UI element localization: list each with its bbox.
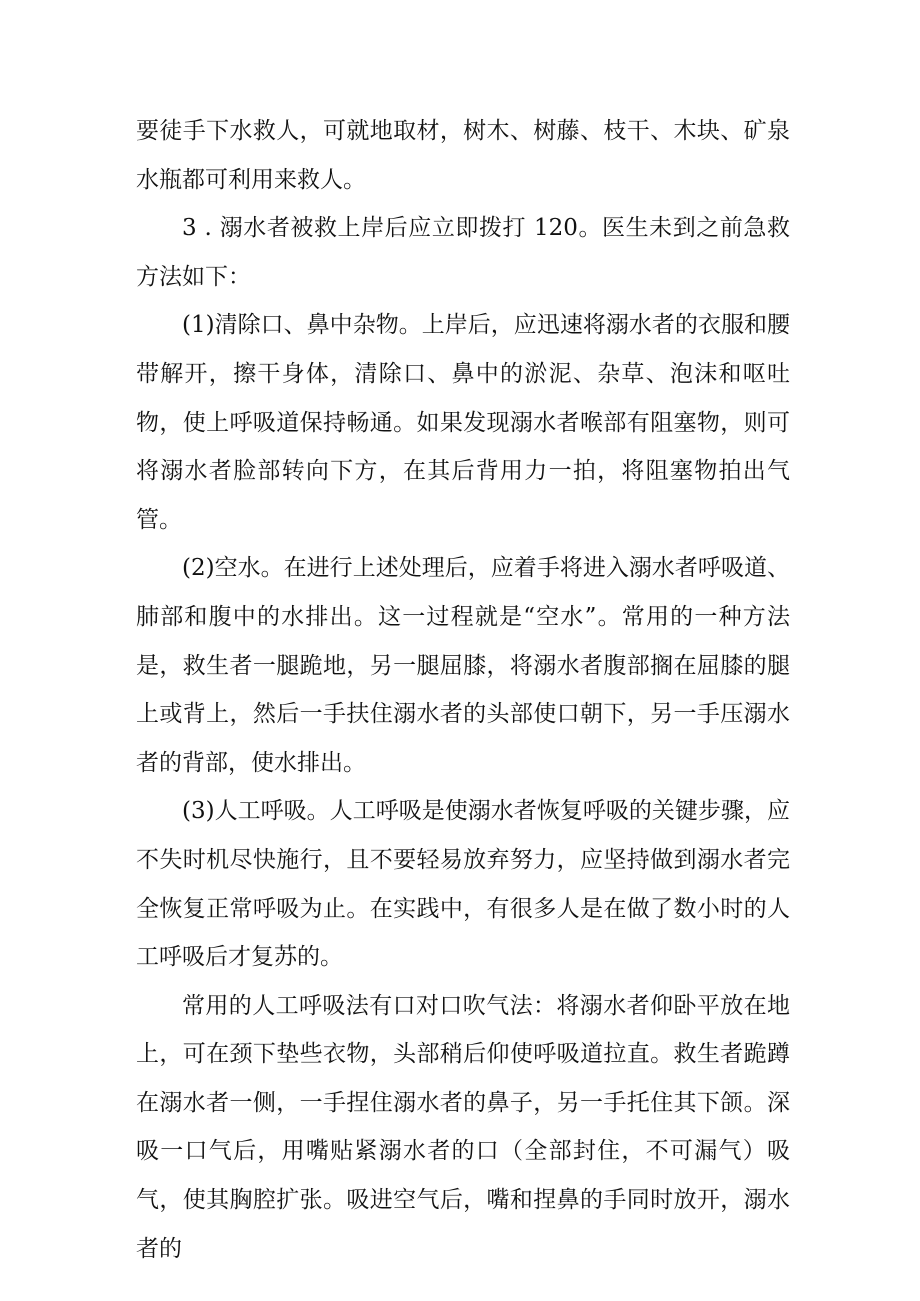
paragraph-artificial-respiration: (3)人工呼吸。人工呼吸是使溺水者恢复呼吸的关键步骤，应不失时机尽快施行，且不要轻易放弃努力，应坚持做到溺水者完全恢复正常呼吸为止。在实践中，有很多人是在做了数小时的人工呼吸后才复苏的。: [136, 798, 790, 971]
paragraph-step-3: 3 . 溺水者被救上岸后应立即拨打 120。医生未到之前急救方法如下：: [136, 215, 790, 290]
document-body: [136, 107, 790, 1273]
paragraph-clear-airway: (1)清除口、鼻中杂物。上岸后，应迅速将溺水者的衣服和腰带解开，擦干身体，清除口、鼻中的淤泥、杂草、泡沫和呕吐物，使上呼吸道保持畅通。如果发现溺水者喉部有阻塞物，则可将溺水者脸部转向下方，在其后背用力一拍，将阻塞物拍出气管。: [136, 312, 790, 533]
paragraph-mouth-to-mouth: 常用的人工呼吸法有口对口吹气法：将溺水者仰卧平放在地上，可在颈下垫些衣物，头部稍后仰使呼吸道拉直。救生者跪蹲在溺水者一侧，一手捏住溺水者的鼻子，另一手托住其下颌。深吸一口气后，用嘴贴紧溺水者的口（全部封住，不可漏气）吸气，使其胸腔扩张。吸进空气后，嘴和捏鼻的手同时放开，溺水者的: [136, 992, 790, 1262]
paragraph-continuation: 要徒手下水救人，可就地取材，树木、树藤、枝干、木块、矿泉水瓶都可利用来救人。: [136, 118, 790, 193]
paragraph-drain-water: (2)空水。在进行上述处理后，应着手将进入溺水者呼吸道、肺部和腹中的水排出。这一过程就是“空水”。常用的一种方法是，救生者一腿跪地，另一腿屈膝，将溺水者腹部搁在屈膝的腿上或背上，然后一手扶住溺水者的头部使口朝下，另一手压溺水者的背部，使水排出。: [136, 555, 790, 776]
